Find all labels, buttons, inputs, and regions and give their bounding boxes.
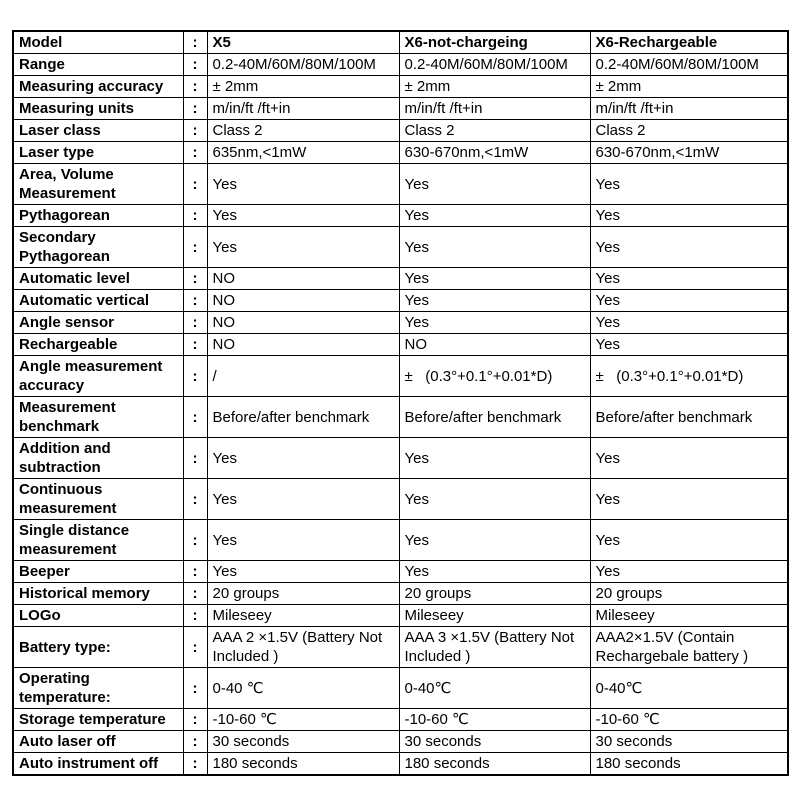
value-cell: Yes — [207, 561, 399, 583]
table-row — [13, 164, 788, 205]
value-cell: 0-40℃ — [590, 668, 788, 709]
value-cell: -10-60 ℃ — [399, 709, 590, 731]
table-row — [13, 268, 788, 290]
table-row — [13, 31, 788, 54]
row-label: Laser type — [13, 142, 183, 164]
row-label: Automatic vertical — [13, 290, 183, 312]
value-cell: Yes — [399, 290, 590, 312]
table-row — [13, 142, 788, 164]
value-cell: NO — [207, 290, 399, 312]
table-row — [13, 668, 788, 709]
value-cell: 0.2-40M/60M/80M/100M — [399, 54, 590, 76]
value-cell: Yes — [590, 479, 788, 520]
spec-comparison-table-wrapper — [12, 30, 789, 776]
value-cell: Yes — [399, 164, 590, 205]
value-cell: Yes — [207, 205, 399, 227]
value-cell: X5 — [207, 31, 399, 54]
value-cell: Yes — [207, 164, 399, 205]
value-cell: ± 2mm — [207, 76, 399, 98]
table-row — [13, 479, 788, 520]
table-row — [13, 731, 788, 753]
value-cell: ± (0.3°+0.1°+0.01*D) — [399, 356, 590, 397]
row-label: Auto instrument off — [13, 753, 183, 776]
colon-separator: : — [183, 479, 207, 520]
row-label: Automatic level — [13, 268, 183, 290]
table-row — [13, 627, 788, 668]
value-cell: 30 seconds — [399, 731, 590, 753]
value-cell: m/in/ft /ft+in — [590, 98, 788, 120]
value-cell: Yes — [590, 205, 788, 227]
value-cell: Yes — [590, 268, 788, 290]
value-cell: Yes — [399, 520, 590, 561]
colon-separator: : — [183, 334, 207, 356]
value-cell: Class 2 — [207, 120, 399, 142]
value-cell: AAA2×1.5V (Contain Rechargebale battery ) — [590, 627, 788, 668]
value-cell: NO — [399, 334, 590, 356]
table-row — [13, 561, 788, 583]
value-cell: Before/after benchmark — [207, 397, 399, 438]
value-cell: Yes — [590, 561, 788, 583]
value-cell: AAA 2 ×1.5V (Battery Not Included ) — [207, 627, 399, 668]
value-cell: m/in/ft /ft+in — [207, 98, 399, 120]
row-label: Area, Volume Measurement — [13, 164, 183, 205]
value-cell: 180 seconds — [590, 753, 788, 776]
value-cell: Yes — [590, 334, 788, 356]
colon-separator: : — [183, 605, 207, 627]
row-label: Continuous measurement — [13, 479, 183, 520]
value-cell: 20 groups — [399, 583, 590, 605]
table-row — [13, 583, 788, 605]
row-label: Measuring units — [13, 98, 183, 120]
row-label: Operating temperature: — [13, 668, 183, 709]
colon-separator: : — [183, 520, 207, 561]
value-cell: X6-Rechargeable — [590, 31, 788, 54]
value-cell: / — [207, 356, 399, 397]
value-cell: Mileseey — [590, 605, 788, 627]
row-label: Pythagorean — [13, 205, 183, 227]
value-cell: ± (0.3°+0.1°+0.01*D) — [590, 356, 788, 397]
value-cell: ± 2mm — [590, 76, 788, 98]
row-label: LOGo — [13, 605, 183, 627]
value-cell: Class 2 — [399, 120, 590, 142]
colon-separator: : — [183, 731, 207, 753]
value-cell: 630-670nm,<1mW — [399, 142, 590, 164]
table-row — [13, 753, 788, 776]
value-cell: 180 seconds — [207, 753, 399, 776]
table-row — [13, 605, 788, 627]
value-cell: 630-670nm,<1mW — [590, 142, 788, 164]
value-cell: AAA 3 ×1.5V (Battery Not Included ) — [399, 627, 590, 668]
row-label: Angle measurement accuracy — [13, 356, 183, 397]
value-cell: Before/after benchmark — [590, 397, 788, 438]
table-row — [13, 709, 788, 731]
value-cell: 0.2-40M/60M/80M/100M — [207, 54, 399, 76]
table-row — [13, 520, 788, 561]
value-cell: Yes — [207, 227, 399, 268]
value-cell: Class 2 — [590, 120, 788, 142]
table-row — [13, 76, 788, 98]
row-label: Beeper — [13, 561, 183, 583]
row-label: Measurement benchmark — [13, 397, 183, 438]
value-cell: Yes — [399, 227, 590, 268]
table-row — [13, 227, 788, 268]
value-cell: Yes — [399, 479, 590, 520]
table-row — [13, 356, 788, 397]
colon-separator: : — [183, 31, 207, 54]
colon-separator: : — [183, 98, 207, 120]
colon-separator: : — [183, 164, 207, 205]
value-cell: Yes — [207, 479, 399, 520]
colon-separator: : — [183, 709, 207, 731]
value-cell: 180 seconds — [399, 753, 590, 776]
colon-separator: : — [183, 205, 207, 227]
value-cell: 20 groups — [207, 583, 399, 605]
value-cell: Yes — [207, 520, 399, 561]
colon-separator: : — [183, 268, 207, 290]
table-row — [13, 205, 788, 227]
value-cell: Mileseey — [207, 605, 399, 627]
colon-separator: : — [183, 120, 207, 142]
value-cell: NO — [207, 268, 399, 290]
row-label: Angle sensor — [13, 312, 183, 334]
row-label: Addition and subtraction — [13, 438, 183, 479]
colon-separator: : — [183, 54, 207, 76]
table-row — [13, 290, 788, 312]
row-label: Auto laser off — [13, 731, 183, 753]
value-cell: 635nm,<1mW — [207, 142, 399, 164]
value-cell: Yes — [399, 438, 590, 479]
value-cell: 30 seconds — [590, 731, 788, 753]
value-cell: Yes — [207, 438, 399, 479]
row-label: Range — [13, 54, 183, 76]
table-row — [13, 312, 788, 334]
row-label: Rechargeable — [13, 334, 183, 356]
row-label: Battery type: — [13, 627, 183, 668]
value-cell: Yes — [590, 227, 788, 268]
colon-separator: : — [183, 438, 207, 479]
table-row — [13, 334, 788, 356]
row-label: Single distance measurement — [13, 520, 183, 561]
value-cell: 20 groups — [590, 583, 788, 605]
table-row — [13, 98, 788, 120]
value-cell: Yes — [399, 312, 590, 334]
colon-separator: : — [183, 356, 207, 397]
table-row — [13, 397, 788, 438]
table-row — [13, 120, 788, 142]
value-cell: Yes — [590, 520, 788, 561]
value-cell: m/in/ft /ft+in — [399, 98, 590, 120]
value-cell: -10-60 ℃ — [590, 709, 788, 731]
value-cell: NO — [207, 334, 399, 356]
value-cell: Before/after benchmark — [399, 397, 590, 438]
value-cell: Mileseey — [399, 605, 590, 627]
value-cell: 0-40 ℃ — [207, 668, 399, 709]
row-label: Storage temperature — [13, 709, 183, 731]
row-label: Historical memory — [13, 583, 183, 605]
value-cell: Yes — [399, 561, 590, 583]
table-row — [13, 438, 788, 479]
value-cell: -10-60 ℃ — [207, 709, 399, 731]
value-cell: Yes — [590, 290, 788, 312]
colon-separator: : — [183, 142, 207, 164]
colon-separator: : — [183, 753, 207, 776]
row-label: Measuring accuracy — [13, 76, 183, 98]
row-label: Secondary Pythagorean — [13, 227, 183, 268]
value-cell: Yes — [399, 268, 590, 290]
value-cell: NO — [207, 312, 399, 334]
row-label: Model — [13, 31, 183, 54]
value-cell: Yes — [590, 438, 788, 479]
colon-separator: : — [183, 627, 207, 668]
colon-separator: : — [183, 668, 207, 709]
colon-separator: : — [183, 76, 207, 98]
value-cell: Yes — [590, 312, 788, 334]
value-cell: 30 seconds — [207, 731, 399, 753]
spec-comparison-table — [12, 30, 789, 776]
value-cell: X6-not-chargeing — [399, 31, 590, 54]
value-cell: ± 2mm — [399, 76, 590, 98]
value-cell: 0-40℃ — [399, 668, 590, 709]
value-cell: 0.2-40M/60M/80M/100M — [590, 54, 788, 76]
spec-table-body — [13, 31, 788, 775]
colon-separator: : — [183, 397, 207, 438]
colon-separator: : — [183, 312, 207, 334]
value-cell: Yes — [590, 164, 788, 205]
colon-separator: : — [183, 290, 207, 312]
row-label: Laser class — [13, 120, 183, 142]
colon-separator: : — [183, 561, 207, 583]
value-cell: Yes — [399, 205, 590, 227]
table-row — [13, 54, 788, 76]
colon-separator: : — [183, 227, 207, 268]
colon-separator: : — [183, 583, 207, 605]
